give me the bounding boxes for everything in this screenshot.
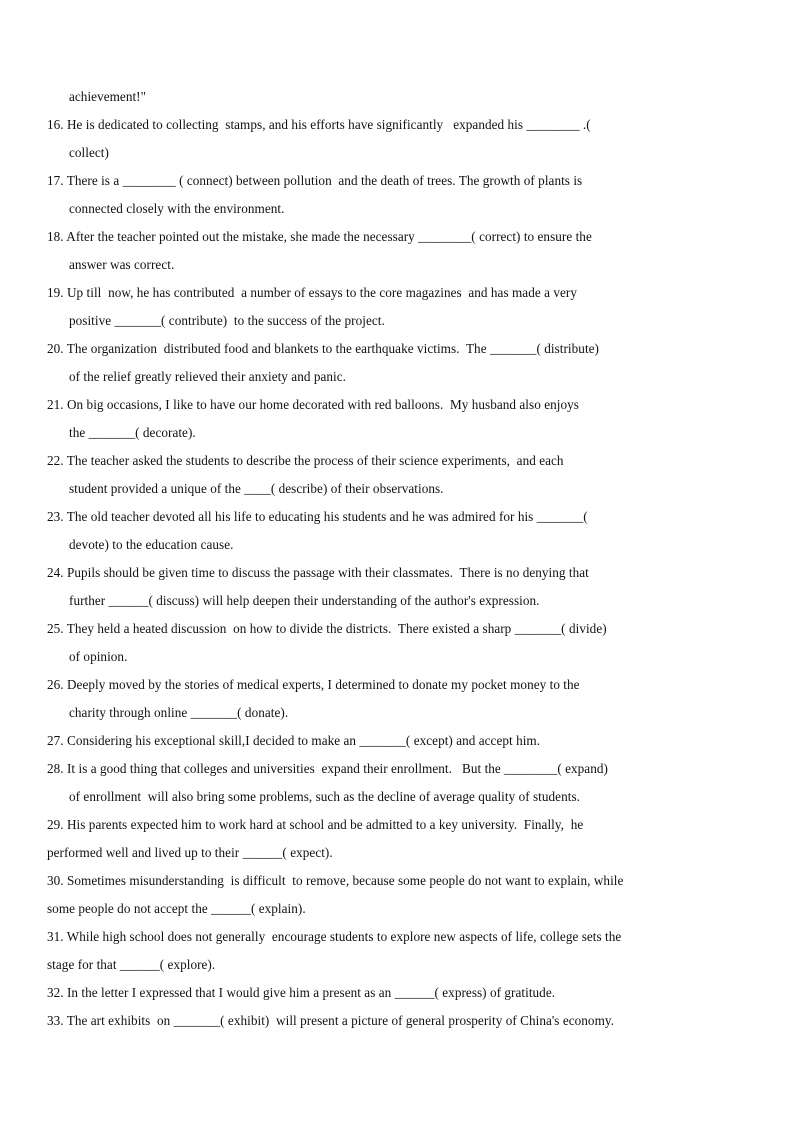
item-25-line-2: of opinion. (69, 649, 128, 664)
item-17-line-1: 17. There is a ________ ( connect) between pollution and the death of trees. The growth of plants is (47, 173, 583, 188)
item-15-continuation: achievement!" (69, 89, 147, 104)
item-20-line-1: 20. The organization distributed food and blankets to the earthquake victims. The _______( distribute) (47, 341, 599, 356)
item-31-line-2: stage for that ______( explore). (47, 957, 216, 972)
item-28-line-1: 28. It is a good thing that colleges and universities expand their enrollment. But the ________( expand) (47, 761, 608, 776)
item-16-line-1: 16. He is dedicated to collecting stamps, and his efforts have significantly expanded his ________ .( (47, 117, 591, 132)
item-25-line-1: 25. They held a heated discussion on how to divide the districts. There existed a sharp _______( divide) (47, 621, 607, 636)
item-18-line-1: 18. After the teacher pointed out the mistake, she made the necessary ________( correct) to ensure the (47, 229, 592, 244)
item-23-line-2: devote) to the education cause. (69, 537, 234, 552)
item-32-line-1: 32. In the letter I expressed that I would give him a present as an ______( express) of gratitude. (47, 985, 556, 1000)
item-23-line-1: 23. The old teacher devoted all his life to educating his students and he was admired for his _______( (47, 509, 588, 524)
item-19-line-2: positive _______( contribute) to the success of the project. (69, 313, 385, 328)
item-30-line-1: 30. Sometimes misunderstanding is difficult to remove, because some people do not want to explain, while (47, 873, 624, 888)
item-33-line-1: 33. The art exhibits on _______( exhibit) will present a picture of general prosperity of China's economy. (47, 1013, 615, 1028)
item-26-line-1: 26. Deeply moved by the stories of medical experts, I determined to donate my pocket money to the (47, 677, 580, 692)
item-28-line-2: of enrollment will also bring some problems, such as the decline of average quality of students. (69, 789, 580, 804)
item-29-line-1: 29. His parents expected him to work hard at school and be admitted to a key university. Finally, he (47, 817, 584, 832)
item-18-line-2: answer was correct. (69, 257, 175, 272)
item-30-line-2: some people do not accept the ______( explain). (47, 901, 306, 916)
item-24-line-2: further ______( discuss) will help deepen their understanding of the author's expression. (69, 593, 540, 608)
item-31-line-1: 31. While high school does not generally encourage students to explore new aspects of life, college sets the (47, 929, 622, 944)
item-20-line-2: of the relief greatly relieved their anxiety and panic. (69, 369, 346, 384)
item-29-line-2: performed well and lived up to their ______( expect). (47, 845, 333, 860)
item-16-line-2: collect) (69, 145, 109, 160)
item-19-line-1: 19. Up till now, he has contributed a number of essays to the core magazines and has made a very (47, 285, 577, 300)
item-17-line-2: connected closely with the environment. (69, 201, 285, 216)
item-22-line-2: student provided a unique of the ____( describe) of their observations. (69, 481, 444, 496)
item-27-line-1: 27. Considering his exceptional skill,I decided to make an _______( except) and accept him. (47, 733, 541, 748)
item-26-line-2: charity through online _______( donate). (69, 705, 289, 720)
item-21-line-1: 21. On big occasions, I like to have our home decorated with red balloons. My husband also enjoys (47, 397, 579, 412)
item-22-line-1: 22. The teacher asked the students to describe the process of their science experiments, and each (47, 453, 564, 468)
item-21-line-2: the _______( decorate). (69, 425, 196, 440)
item-24-line-1: 24. Pupils should be given time to discuss the passage with their classmates. There is no denying that (47, 565, 589, 580)
